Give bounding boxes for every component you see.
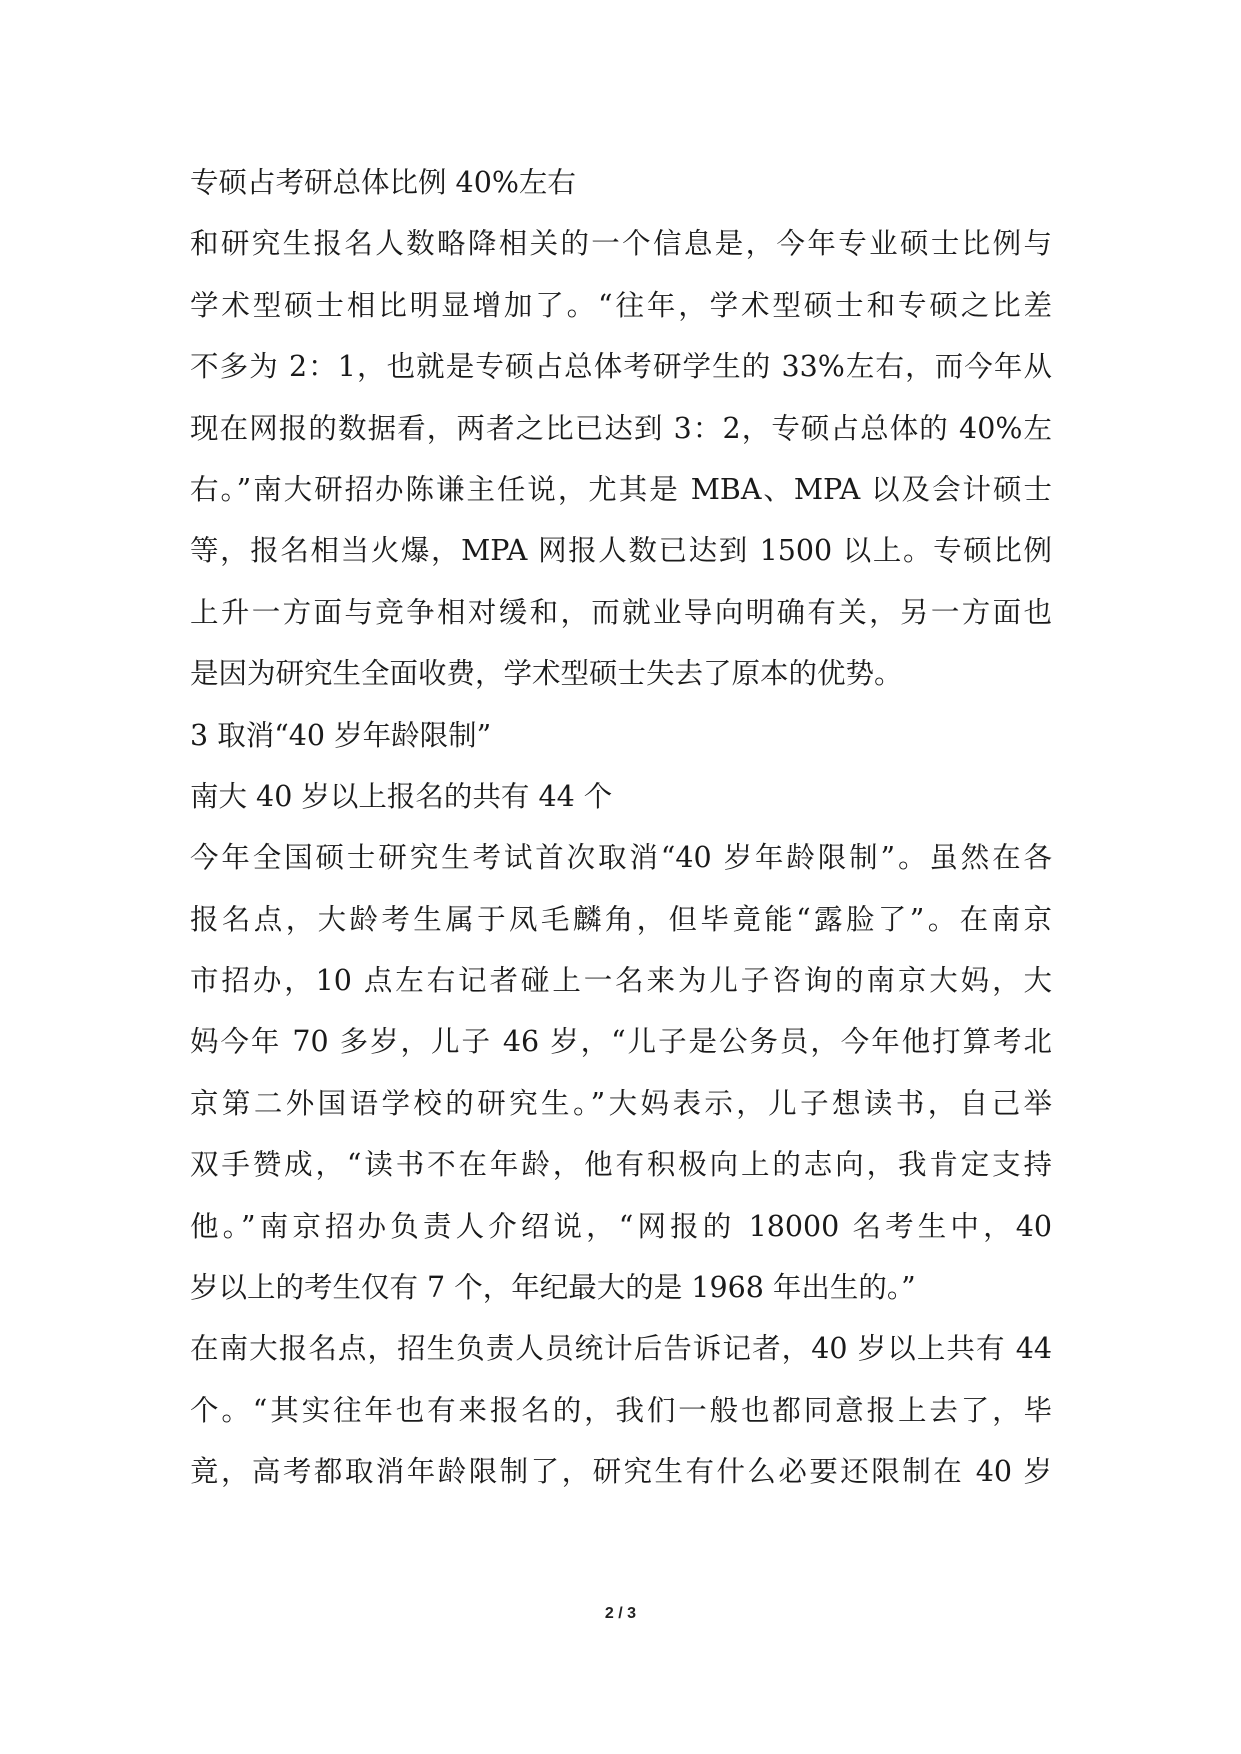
text-line: 今年全国硕士研究生考试首次取消“40 岁年龄限制”。虽然在各 [190, 841, 1052, 875]
text-line: 现在网报的数据看，两者之比已达到 3：2，专硕占总体的 40%左 [190, 411, 1052, 445]
text-line: 3 取消“40 岁年龄限制” [190, 718, 492, 752]
document-body [190, 152, 1052, 1503]
text-line: 不多为 2：1，也就是专硕占总体考研学生的 33%左右，而今年从 [190, 350, 1052, 384]
text-line: 竟，高考都取消年龄限制了，研究生有什么必要还限制在 40 岁 [190, 1455, 1052, 1489]
text-line: 右。”南大研招办陈谦主任说，尤其是 MBA、MPA 以及会计硕士 [190, 472, 1052, 506]
text-line: 南大 40 岁以上报名的共有 44 个 [190, 779, 613, 813]
text-line: 上升一方面与竞争相对缓和，而就业导向明确有关，另一方面也 [190, 595, 1052, 629]
text-line: 等，报名相当火爆，MPA 网报人数已达到 1500 以上。专硕比例 [190, 534, 1052, 568]
text-line: 市招办，10 点左右记者碰上一名来为儿子咨询的南京大妈，大 [190, 964, 1052, 998]
page-number: 2 / 3 [604, 1605, 637, 1622]
text-line: 专硕占考研总体比例 40%左右 [190, 166, 576, 199]
text-line: 在南大报名点，招生负责人员统计后告诉记者，40 岁以上共有 44 [190, 1332, 1052, 1366]
text-line: 京第二外国语学校的研究生。”大妈表示，儿子想读书，自己举 [190, 1086, 1052, 1120]
text-line: 报名点，大龄考生属于凤毛麟角，但毕竟能“露脸了”。在南京 [190, 902, 1052, 936]
text-line: 岁以上的考生仅有 7 个，年纪最大的是 1968 年出生的。” [190, 1271, 916, 1305]
text-line: 个。“其实往年也有来报名的，我们一般也都同意报上去了，毕 [190, 1393, 1052, 1427]
text-line: 妈今年 70 多岁，儿子 46 岁，“儿子是公务员，今年他打算考北 [190, 1025, 1052, 1059]
text-line: 学术型硕士相比明显增加了。“往年，学术型硕士和专硕之比差 [190, 288, 1052, 322]
text-line: 和研究生报名人数略降相关的一个信息是，今年专业硕士比例与 [190, 227, 1052, 261]
text-line: 是因为研究生全面收费，学术型硕士失去了原本的优势。 [190, 657, 903, 691]
text-line: 双手赞成，“读书不在年龄，他有积极向上的志向，我肯定支持 [190, 1148, 1052, 1182]
text-line: 他。”南京招办负责人介绍说，“网报的 18000 名考生中，40 [190, 1209, 1052, 1243]
